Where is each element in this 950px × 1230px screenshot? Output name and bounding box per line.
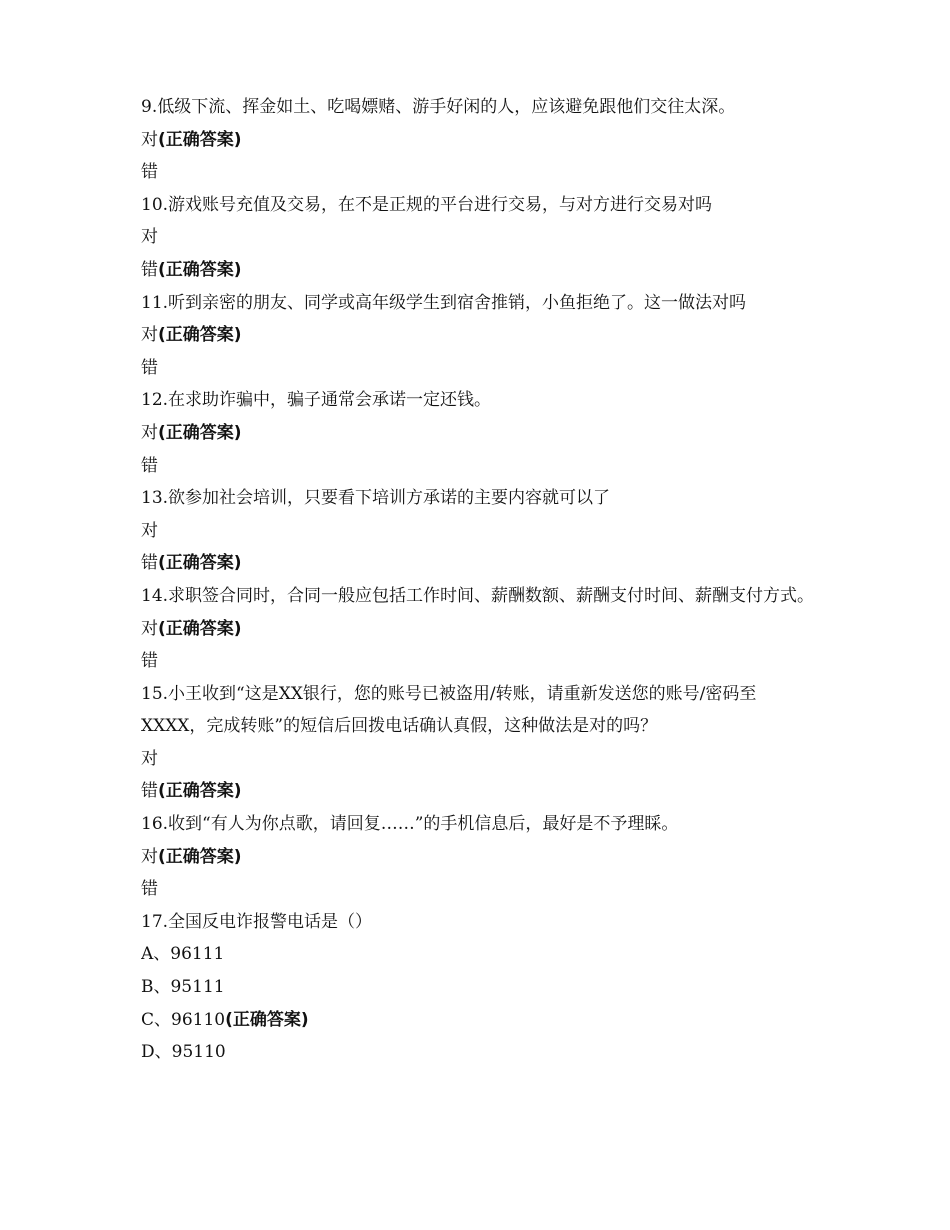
answer-option (141, 254, 821, 287)
option-text: 错 (141, 879, 158, 900)
correct-answer-mark: (正确答案) (158, 618, 242, 639)
answer-option (141, 450, 821, 483)
question-text: 16.收到“有人为你点歌，请回复……”的手机信息后，最好是不予理睬。 (141, 814, 679, 835)
answer-option (141, 352, 821, 385)
answer-option (141, 547, 821, 580)
answer-option (141, 841, 821, 874)
option-text: 错 (141, 651, 158, 672)
option-text: 对 (141, 129, 158, 150)
option-text: 对 (141, 846, 158, 867)
option-text: D、95110 (141, 1042, 226, 1063)
answer-option (141, 873, 821, 906)
answer-option (141, 971, 821, 1004)
answer-option (141, 417, 821, 450)
answer-option (141, 124, 821, 157)
option-text: 对 (141, 748, 158, 769)
option-text: 错 (141, 553, 158, 574)
question-text: 15.小王收到“这是XX银行，您的账号已被盗用/转账，请重新发送您的账号/密码至XXXX，完成转账”的短信后回拨电话确认真假，这种做法是对的吗？ (141, 683, 757, 737)
option-text: 错 (141, 162, 158, 183)
question-text: 11.听到亲密的朋友、同学或高年级学生到宿舍推销，小鱼拒绝了。这一做法对吗 (141, 292, 747, 313)
option-text: 错 (141, 259, 158, 280)
option-text: 对 (141, 325, 158, 346)
question-text: 9.低级下流、挥金如土、吃喝嫖赌、游手好闲的人，应该避免跟他们交往太深。 (141, 97, 736, 117)
option-text: B、95111 (141, 977, 225, 998)
correct-answer-mark: (正确答案) (158, 325, 242, 346)
option-text: 对 (141, 618, 158, 639)
answer-option (141, 613, 821, 646)
answer-option (141, 319, 821, 352)
question-text: 12.在求助诈骗中，骗子通常会承诺一定还钱。 (141, 390, 492, 411)
answer-option (141, 1004, 821, 1037)
question-text: 13.欲参加社会培训，只要看下培训方承诺的主要内容就可以了 (141, 488, 611, 509)
answer-option (141, 221, 821, 254)
option-text: 错 (141, 781, 158, 802)
answer-option (141, 645, 821, 678)
correct-answer-mark: (正确答案) (158, 781, 242, 802)
option-text: 对 (141, 520, 158, 541)
option-text: C、96110 (141, 1009, 226, 1030)
correct-answer-mark: (正确答案) (158, 259, 242, 280)
answer-option (141, 156, 821, 189)
question-text: 10.游戏账号充值及交易，在不是正规的平台进行交易，与对方进行交易对吗 (141, 194, 713, 215)
correct-answer-mark: (正确答案) (158, 846, 242, 867)
question-text: 17.全国反电诈报警电话是（） (141, 911, 373, 932)
answer-option (141, 938, 821, 971)
option-text: 对 (141, 422, 158, 443)
correct-answer-mark: (正确答案) (158, 553, 242, 574)
option-text: 错 (141, 357, 158, 378)
answer-option (141, 775, 821, 808)
correct-answer-mark: (正确答案) (158, 422, 242, 443)
correct-answer-mark: (正确答案) (158, 129, 242, 150)
correct-answer-mark: (正确答案) (225, 1009, 309, 1030)
quiz-content (141, 91, 821, 1069)
answer-option (141, 743, 821, 776)
option-text: A、96111 (141, 944, 225, 965)
option-text: 错 (141, 455, 158, 476)
answer-option (141, 1036, 821, 1069)
option-text: 对 (141, 227, 158, 248)
answer-option (141, 515, 821, 548)
question-text: 14.求职签合同时，合同一般应包括工作时间、薪酬数额、薪酬支付时间、薪酬支付方式。 (141, 585, 815, 606)
